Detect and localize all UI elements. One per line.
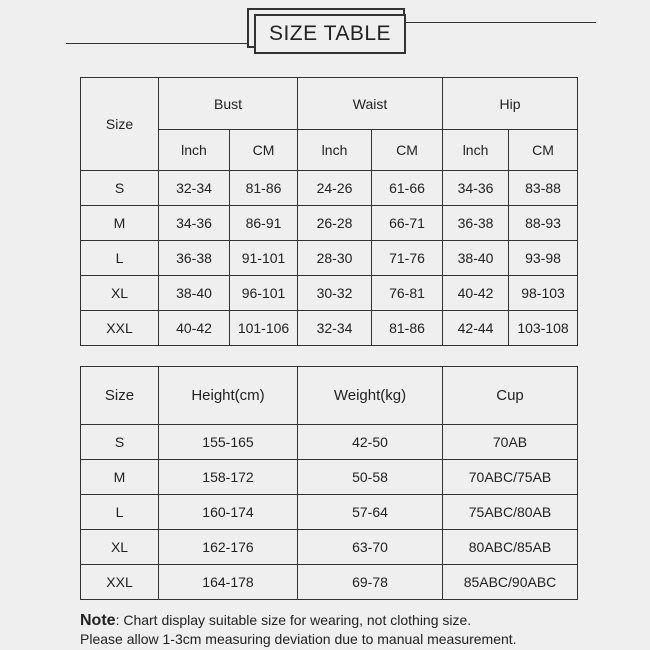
waist-header: Waist	[298, 78, 443, 130]
body-measurement-table	[80, 77, 578, 346]
table-row	[81, 206, 578, 241]
size-cell: S	[81, 171, 159, 206]
table-cell: 42-50	[298, 425, 443, 460]
table-row	[81, 311, 578, 346]
table-cell: 160-174	[159, 495, 298, 530]
size-cell: M	[81, 206, 159, 241]
size-cell: M	[81, 460, 159, 495]
table-cell: 70AB	[443, 425, 578, 460]
table-row	[81, 565, 578, 600]
note-text-2: Please allow 1-3cm measuring deviation due to manual measurement.	[80, 631, 517, 647]
table-row	[81, 530, 578, 565]
table-cell: 40-42	[159, 311, 230, 346]
note-line-1	[80, 611, 645, 630]
note-label: Note	[80, 612, 116, 629]
table-cell: 38-40	[159, 276, 230, 311]
size-cell: XXL	[81, 311, 159, 346]
cup-header: Cup	[443, 367, 578, 425]
unit-header: CM	[230, 130, 298, 171]
table-cell: 164-178	[159, 565, 298, 600]
table-cell: 34-36	[159, 206, 230, 241]
table-cell: 42-44	[443, 311, 509, 346]
table-cell: 81-86	[372, 311, 443, 346]
unit-header: lnch	[443, 130, 509, 171]
table-cell: 162-176	[159, 530, 298, 565]
table-cell: 63-70	[298, 530, 443, 565]
note-text-1: : Chart display suitable size for wearing, not clothing size.	[115, 612, 472, 628]
table-cell: 70ABC/75AB	[443, 460, 578, 495]
table-cell: 38-40	[443, 241, 509, 276]
height-header: Height(cm)	[159, 367, 298, 425]
table-cell: 50-58	[298, 460, 443, 495]
table-cell: 34-36	[443, 171, 509, 206]
table-cell: 76-81	[372, 276, 443, 311]
table-cell: 93-98	[509, 241, 578, 276]
unit-header: lnch	[159, 130, 230, 171]
table-row	[81, 276, 578, 311]
table-cell: 66-71	[372, 206, 443, 241]
size-cell: XL	[81, 276, 159, 311]
table-cell: 61-66	[372, 171, 443, 206]
table-cell: 155-165	[159, 425, 298, 460]
table-cell: 158-172	[159, 460, 298, 495]
table-cell: 98-103	[509, 276, 578, 311]
table-cell: 86-91	[230, 206, 298, 241]
fit-guide-table	[80, 366, 578, 600]
size-cell: XL	[81, 530, 159, 565]
unit-header: CM	[372, 130, 443, 171]
table-cell: 32-34	[159, 171, 230, 206]
size-cell: XXL	[81, 565, 159, 600]
size-cell: S	[81, 425, 159, 460]
table-cell: 88-93	[509, 206, 578, 241]
table-row	[81, 425, 578, 460]
table-cell: 101-106	[230, 311, 298, 346]
table-cell: 24-26	[298, 171, 372, 206]
weight-header: Weight(kg)	[298, 367, 443, 425]
table-cell: 28-30	[298, 241, 372, 276]
table-cell: 103-108	[509, 311, 578, 346]
table-cell: 32-34	[298, 311, 372, 346]
table-cell: 30-32	[298, 276, 372, 311]
header-line-right	[404, 22, 596, 23]
table-cell: 69-78	[298, 565, 443, 600]
unit-header: lnch	[298, 130, 372, 171]
size-header: Size	[81, 78, 159, 171]
note	[80, 611, 645, 649]
size-header: Size	[81, 367, 159, 425]
table-cell: 80ABC/85AB	[443, 530, 578, 565]
table-row	[81, 241, 578, 276]
table-cell: 57-64	[298, 495, 443, 530]
table-cell: 81-86	[230, 171, 298, 206]
size-cell: L	[81, 241, 159, 276]
table-cell: 96-101	[230, 276, 298, 311]
bust-header: Bust	[159, 78, 298, 130]
table-row	[81, 495, 578, 530]
table-row	[81, 460, 578, 495]
table-cell: 85ABC/90ABC	[443, 565, 578, 600]
table-cell: 40-42	[443, 276, 509, 311]
hip-header: Hip	[443, 78, 578, 130]
table-cell: 36-38	[159, 241, 230, 276]
table-cell: 71-76	[372, 241, 443, 276]
page-title: SIZE TABLE	[254, 14, 406, 54]
table-cell: 36-38	[443, 206, 509, 241]
table-cell: 75ABC/80AB	[443, 495, 578, 530]
table-cell: 26-28	[298, 206, 372, 241]
table-cell: 83-88	[509, 171, 578, 206]
header-line-left	[66, 43, 249, 44]
unit-header: CM	[509, 130, 578, 171]
table-cell: 91-101	[230, 241, 298, 276]
size-cell: L	[81, 495, 159, 530]
table-row	[81, 171, 578, 206]
